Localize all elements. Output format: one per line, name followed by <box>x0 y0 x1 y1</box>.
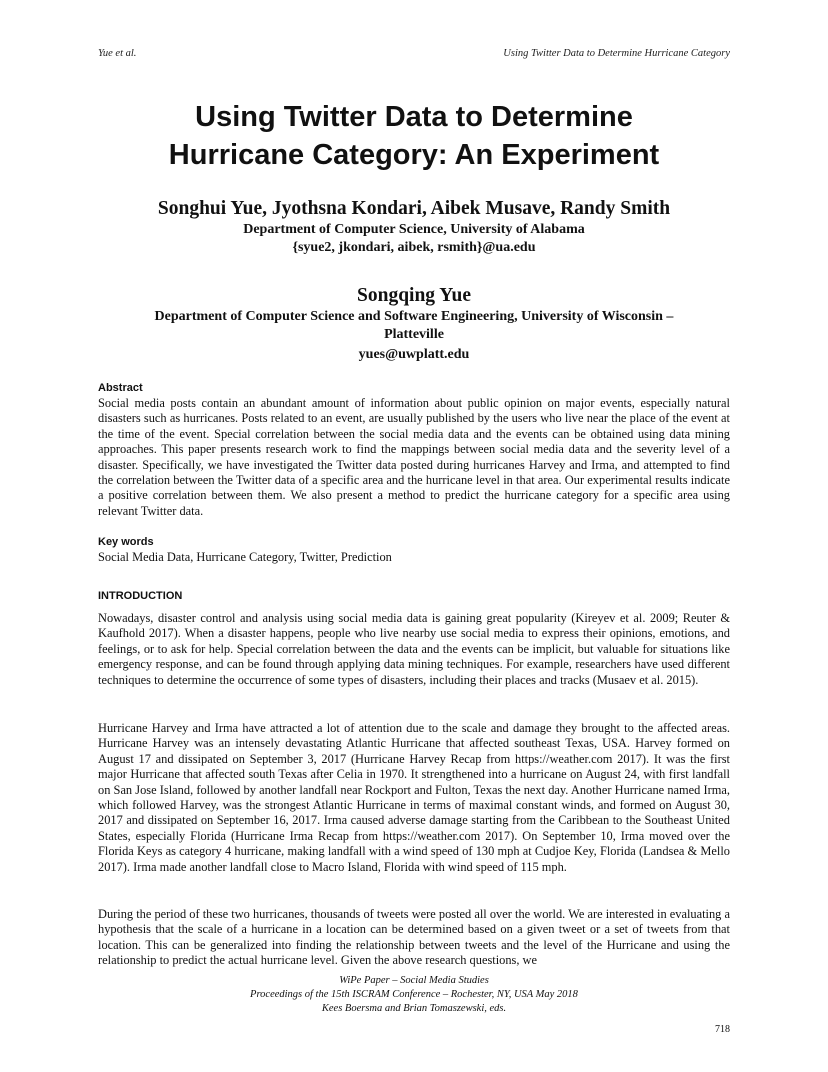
intro-paragraph-1: Nowadays, disaster control and analysis using social media data is gaining great popularity (Kireyev et al. 2009; Reuter & Kaufhold 2017). When a disaster happens, people who live nearby use social media to express their opinions, emotions, and feelings, or to ask for help. Special correlation between the data and the events can be implicit, but valuable for situations like emergency response, and can be found through applying data mining techniques. For example, researchers have used different techniques to determine the occurrence of some types of disasters, including their places and tracks (Musaev et al. 2015). <box>98 611 730 687</box>
author-email-2: yues@uwplatt.edu <box>358 347 470 362</box>
keywords-heading: Key words <box>98 536 154 548</box>
running-header-authors: Yue et al. <box>98 48 137 59</box>
title-line-1: Using Twitter Data to Determine <box>195 101 633 133</box>
abstract-text: Social media posts contain an abundant amount of information about public opinion on major events, especially natural disasters such as hurricanes. Posts related to an event, are usually published by the users who live near the place of the event at the time of the event. Special correlation between the social media data and the events can be obtained using data mining approaches. This paper presents research work to find the mappings between social media data and the severity level of a disaster. Specifically, we have investigated the Twitter data posted during hurricanes Harvey and Irma, and attempted to find the correlation between the Twitter data of a specific area and the hurricane level in that area. Our experimental results indicate a positive correlation between them. We also present a method to predict the hurricane category for a specific area using relevant Twitter data. <box>98 396 730 518</box>
affiliation-1: Department of Computer Science, University of Alabama <box>243 222 585 237</box>
keywords-text: Social Media Data, Hurricane Category, Twitter, Prediction <box>98 550 392 564</box>
affiliation-2 <box>100 308 728 344</box>
footer-editors: Kees Boersma and Brian Tomaszewski, eds. <box>321 1003 507 1014</box>
title-line-2: Hurricane Category: An Experiment <box>168 139 660 171</box>
page-footer <box>60 974 768 1016</box>
abstract-heading: Abstract <box>98 382 143 394</box>
intro-paragraph-3: During the period of these two hurricanes, thousands of tweets were posted all over the world. We are interested in evaluating a hypothesis that the scale of a hurricane in a location can be determined based on a given tweet or a set of tweets from that location. This can be generalized into finding the relationship between tweets and the level of the Hurricane and using the relationship to predict the actual hurricane level. Given the above research questions, we <box>98 907 730 968</box>
footer-paper-type: WiPe Paper – Social Media Studies <box>339 975 489 986</box>
author-emails-1: {syue2, jkondari, aibek, rsmith}@ua.edu <box>292 240 536 255</box>
running-header-title: Using Twitter Data to Determine Hurricane Category <box>503 48 730 59</box>
intro-paragraph-2: Hurricane Harvey and Irma have attracted a lot of attention due to the scale and damage they brought to the affected areas. Hurricane Harvey was an intensely devastating Atlantic Hurricane that affected southeast Texas, USA. Harvey formed on August 17 and dissipated on September 3, 2017 (Hurricane Harvey Recap from https://weather.com 2017). It was the first major Hurricane that affected south Texas after Celia in 1970. It strengthened into a hurricane on August 24, with first landfall on San Jose Island, followed by another landfall near Rockport and Fulton, Texas the next day. Another Hurricane named Irma, which followed Harvey, was the strongest Atlantic Hurricane in terms of maximal constant winds, and formed on August 30, 2017 and dissipated on September 16, 2017. Irma caused adverse damage starting from the Caribbean to the Southeast United States, especially Florida (Hurricane Irma Recap from https://weather.com 2017). On September 10, Irma moved over the Florida Keys as category 4 hurricane, making landfall with a wind speed of 130 mph at Cudjoe Key, Florida (Landsea & Mello 2017). Irma made another landfall close to Macro Island, Florida with wind speed of 115 mph. <box>98 721 730 874</box>
affiliation-2-line-2: Platteville <box>384 327 444 342</box>
author-names-1: Songhui Yue, Jyothsna Kondari, Aibek Musave, Randy Smith <box>157 198 671 219</box>
paper-title <box>60 98 768 174</box>
running-header <box>98 48 730 64</box>
page-number: 718 <box>715 1024 730 1035</box>
footer-proceedings: Proceedings of the 15th ISCRAM Conference – Rochester, NY, USA May 2018 <box>250 989 578 1000</box>
affiliation-2-line-1: Department of Computer Science and Software Engineering, University of Wisconsin – <box>154 309 674 324</box>
introduction-heading: INTRODUCTION <box>98 590 183 602</box>
author-name-2: Songqing Yue <box>357 285 471 306</box>
